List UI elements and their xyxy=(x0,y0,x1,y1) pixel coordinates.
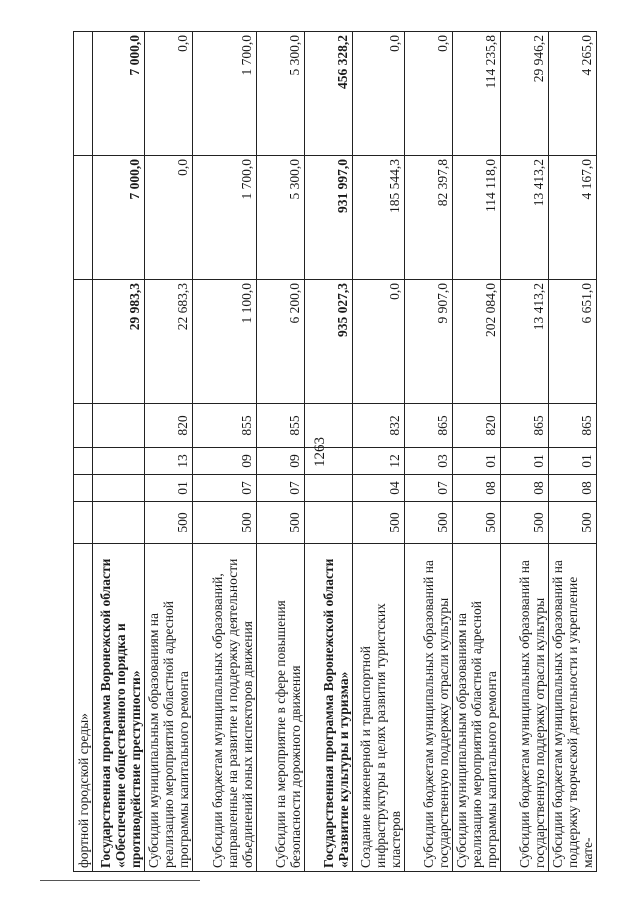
row-name-cell: Субсидии бюджетам муниципальных образований на государственную поддержку отрасли культуры xyxy=(405,544,453,872)
admin-code-cell: 500 xyxy=(145,502,193,544)
amount-year3-cell: 4 265,0 xyxy=(549,32,597,156)
table-row xyxy=(193,32,257,872)
amount-year1-cell: 0,0 xyxy=(353,280,405,404)
amount-year1-cell: 6 651,0 xyxy=(549,280,597,404)
admin-code-cell xyxy=(305,502,353,544)
page-number: 1263 xyxy=(312,437,328,467)
row-name-cell: Субсидии муниципальным образованиям на реализацию мероприятий областной адресной программы капитального ремонта xyxy=(453,544,501,872)
subsection-code-cell xyxy=(305,448,353,475)
table-body xyxy=(74,32,597,872)
target-code-cell: 865 xyxy=(405,404,453,448)
table-row xyxy=(145,32,193,872)
subsection-code-cell: 01 xyxy=(549,448,597,475)
footnote-divider xyxy=(40,880,200,881)
section-code-cell: 08 xyxy=(453,475,501,502)
row-name-cell: Субсидии бюджетам муниципальных образований, направленные на развитие и поддержку деятельности объединений юных инспекторов движения xyxy=(193,544,257,872)
subsection-code-cell: 12 xyxy=(353,448,405,475)
amount-year2-cell: 4 167,0 xyxy=(549,156,597,280)
target-code-cell: 820 xyxy=(145,404,193,448)
admin-code-cell xyxy=(93,502,145,544)
target-code-cell: 820 xyxy=(453,404,501,448)
row-name-cell: Государственная программа Воронежской области «Развитие культуры и туризма» xyxy=(305,544,353,872)
target-code-cell: 855 xyxy=(257,404,305,448)
amount-year3-cell: 0,0 xyxy=(405,32,453,156)
amount-year3-cell xyxy=(74,32,93,156)
section-code-cell: 07 xyxy=(193,475,257,502)
amount-year1-cell: 6 200,0 xyxy=(257,280,305,404)
table-row xyxy=(93,32,145,872)
subsection-code-cell: 03 xyxy=(405,448,453,475)
amount-year2-cell: 5 300,0 xyxy=(257,156,305,280)
amount-year3-cell: 1 700,0 xyxy=(193,32,257,156)
admin-code-cell: 500 xyxy=(353,502,405,544)
amount-year2-cell: 0,0 xyxy=(145,156,193,280)
amount-year2-cell: 13 413,2 xyxy=(501,156,549,280)
row-name-cell: Государственная программа Воронежской области «Обеспечение общественного порядка и противодействие преступности» xyxy=(93,544,145,872)
amount-year1-cell: 935 027,3 xyxy=(305,280,353,404)
admin-code-cell: 500 xyxy=(501,502,549,544)
admin-code-cell: 500 xyxy=(257,502,305,544)
amount-year3-cell: 114 235,8 xyxy=(453,32,501,156)
target-code-cell xyxy=(74,404,93,448)
row-name-cell: Субсидии муниципальным образованиям на реализацию мероприятий областной адресной программы капитального ремонта xyxy=(145,544,193,872)
amount-year2-cell: 931 997,0 xyxy=(305,156,353,280)
amount-year1-cell xyxy=(74,280,93,404)
target-code-cell: 855 xyxy=(193,404,257,448)
target-code-cell xyxy=(93,404,145,448)
section-code-cell: 07 xyxy=(257,475,305,502)
admin-code-cell: 500 xyxy=(549,502,597,544)
table-row xyxy=(257,32,305,872)
amount-year1-cell: 29 983,3 xyxy=(93,280,145,404)
table-row xyxy=(353,32,405,872)
table-row xyxy=(501,32,549,872)
amount-year2-cell xyxy=(74,156,93,280)
section-code-cell xyxy=(93,475,145,502)
amount-year1-cell: 13 413,2 xyxy=(501,280,549,404)
amount-year2-cell: 185 544,3 xyxy=(353,156,405,280)
section-code-cell: 01 xyxy=(145,475,193,502)
rotated-table-wrapper xyxy=(73,32,595,872)
target-code-cell xyxy=(305,404,353,448)
row-name-cell: Субсидии бюджетам муниципальных образований на поддержку творческой деятельности и укрепление мате- xyxy=(549,544,597,872)
row-name-cell: Субсидии бюджетам муниципальных образований на государственную поддержку отрасли культуры xyxy=(501,544,549,872)
subsection-code-cell xyxy=(93,448,145,475)
amount-year3-cell: 7 000,0 xyxy=(93,32,145,156)
subsection-code-cell: 01 xyxy=(501,448,549,475)
section-code-cell xyxy=(305,475,353,502)
budget-table xyxy=(73,31,597,872)
row-name-cell: фортной городской среды» xyxy=(74,544,93,872)
section-code-cell: 08 xyxy=(501,475,549,502)
amount-year2-cell: 82 397,8 xyxy=(405,156,453,280)
section-code-cell xyxy=(74,475,93,502)
table-row xyxy=(405,32,453,872)
amount-year2-cell: 1 700,0 xyxy=(193,156,257,280)
subsection-code-cell xyxy=(74,448,93,475)
section-code-cell: 08 xyxy=(549,475,597,502)
amount-year2-cell: 7 000,0 xyxy=(93,156,145,280)
amount-year2-cell: 114 118,0 xyxy=(453,156,501,280)
target-code-cell: 832 xyxy=(353,404,405,448)
amount-year1-cell: 9 907,0 xyxy=(405,280,453,404)
amount-year3-cell: 0,0 xyxy=(145,32,193,156)
target-code-cell: 865 xyxy=(501,404,549,448)
amount-year1-cell: 1 100,0 xyxy=(193,280,257,404)
admin-code-cell xyxy=(74,502,93,544)
target-code-cell: 865 xyxy=(549,404,597,448)
admin-code-cell: 500 xyxy=(405,502,453,544)
section-code-cell: 04 xyxy=(353,475,405,502)
admin-code-cell: 500 xyxy=(193,502,257,544)
amount-year1-cell: 22 683,3 xyxy=(145,280,193,404)
admin-code-cell: 500 xyxy=(453,502,501,544)
amount-year1-cell: 202 084,0 xyxy=(453,280,501,404)
subsection-code-cell: 09 xyxy=(193,448,257,475)
section-code-cell: 07 xyxy=(405,475,453,502)
table-row xyxy=(305,32,353,872)
row-name-cell: Субсидии на мероприятие в сфере повышения безопасности дорожного движения xyxy=(257,544,305,872)
table-row xyxy=(74,32,93,872)
subsection-code-cell: 01 xyxy=(453,448,501,475)
amount-year3-cell: 0,0 xyxy=(353,32,405,156)
amount-year3-cell: 5 300,0 xyxy=(257,32,305,156)
amount-year3-cell: 29 946,2 xyxy=(501,32,549,156)
table-row xyxy=(549,32,597,872)
row-name-cell: Создание инженерной и транспортной инфраструктуры в целях развития туристских кластеров xyxy=(353,544,405,872)
subsection-code-cell: 09 xyxy=(257,448,305,475)
subsection-code-cell: 13 xyxy=(145,448,193,475)
amount-year3-cell: 456 328,2 xyxy=(305,32,353,156)
table-row xyxy=(453,32,501,872)
